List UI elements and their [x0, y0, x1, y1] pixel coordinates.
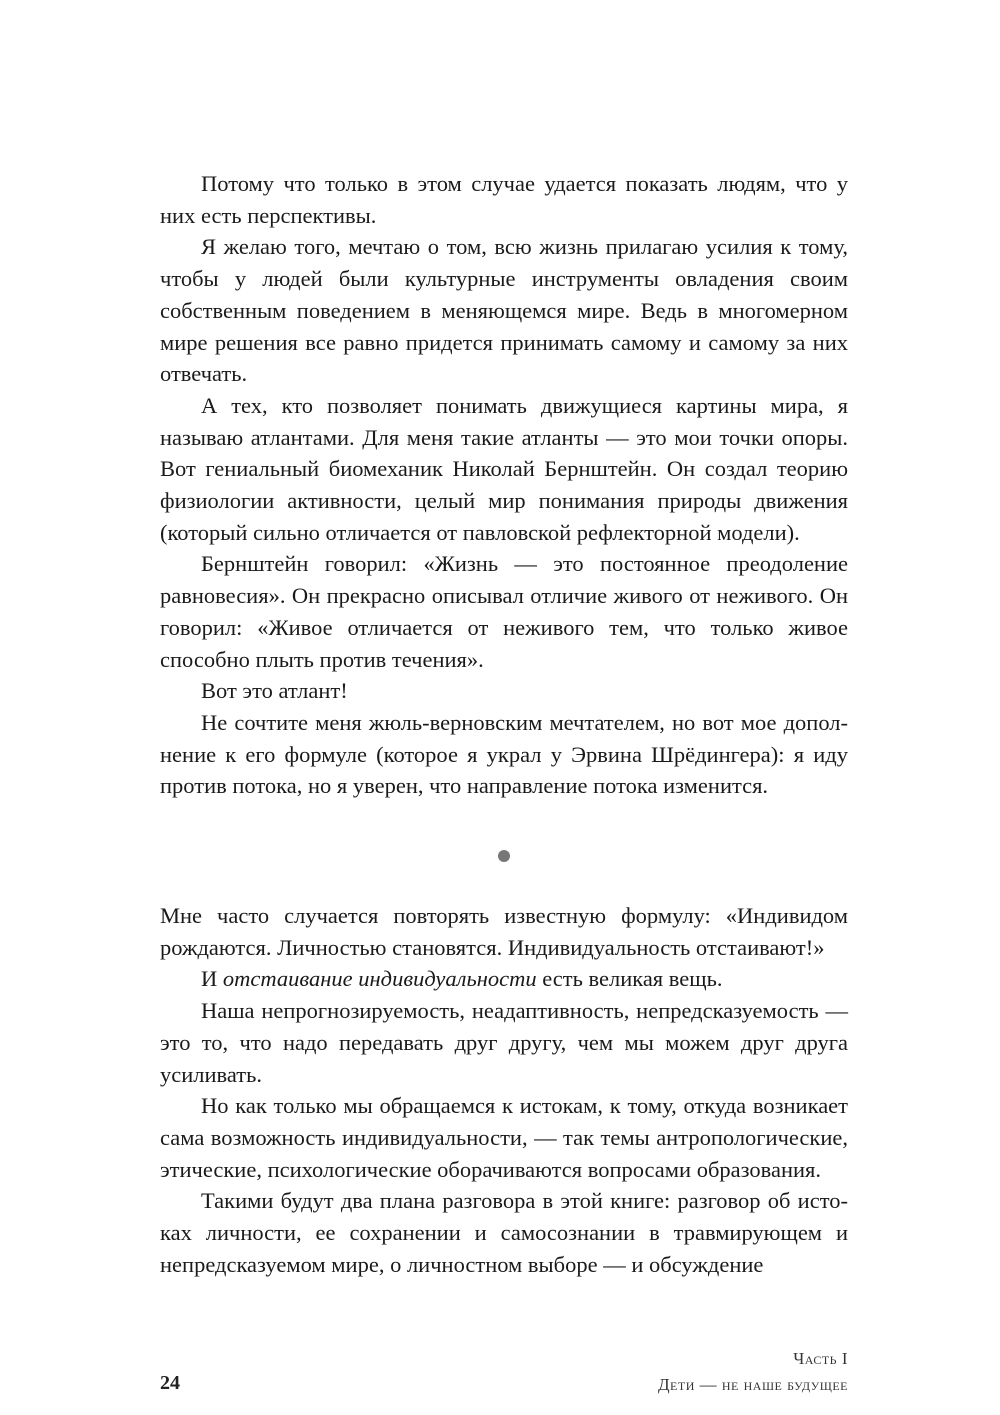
paragraph: Не сочтите меня жюль-верновским мечтателем, но вот мое дополнение к его формуле (которое я украл у Эрвина Шрёдингера): я иду против потока, но я уверен, что направление потока изменится.: [160, 709, 848, 799]
italic-phrase: отстаивание индивидуальности: [222, 966, 537, 992]
paragraph-text: И: [201, 966, 223, 992]
text-section-2: [160, 900, 848, 1280]
paragraph-text: есть великая вещь.: [536, 966, 723, 992]
paragraph: А тех, кто позволяет понимать движущиеся картины мира, я называю атлантами. Для меня такие атланты — это мои точки опоры. Вот гениальный биомеханик Николай Бернштейн. Он создал теорию физиологии активности, целый мир понимания природы движения (который сильно отличается от павловской рефлекторной модели).: [160, 392, 848, 545]
text-section-1: [160, 168, 848, 802]
paragraph: Бернштейн говорил: «Жизнь — это постоянное преодоление равновесия». Он прекрасно описывал отличие живого от неживого. Он говорил: «Живое отличается от неживого тем, что только живое способно плыть против течения».: [160, 551, 848, 672]
running-head-chapter: Дети — не наше будущее: [657, 1375, 848, 1394]
paragraph: Наша непрогнозируемость, неадаптивность, непредсказуемость — это то, что надо передавать друг другу, чем мы можем друг друга усиливать.: [160, 998, 848, 1087]
paragraph: Потому что только в этом случае удается показать людям, что у них есть перспективы.: [160, 171, 848, 228]
page-number: 24: [160, 1372, 180, 1394]
paragraph: Я желаю того, мечтаю о том, всю жизнь прилагаю усилия к тому, чтобы у людей были культурные инструменты овладения своим собственным поведением в меняющемся мире. Ведь в многомерном мире решения все равно придется принимать самому и самому за них отвечать.: [160, 234, 848, 387]
paragraph: Но как только мы обращаемся к истокам, к тому, откуда возникает сама возможность индивидуальности, — так темы антропологические, этические, психологические оборачиваются вопросами образования.: [160, 1093, 848, 1182]
section-separator-dot-icon: [498, 850, 510, 862]
paragraph: Мне часто случается повторять известную формулу: «Индивидом рождаются. Личностью становятся. Индивидуальность отстаивают!»: [160, 903, 848, 960]
paragraph: Вот это атлант!: [201, 678, 348, 704]
paragraph: Такими будут два плана разговора в этой книге: разговор об истоках личности, ее сохранении и самосознании в травмирующем и непредсказуемом мире, о личностном выборе — и обсуждение: [160, 1188, 848, 1277]
paragraph: [160, 963, 848, 995]
running-head-part: Часть I: [793, 1349, 848, 1368]
